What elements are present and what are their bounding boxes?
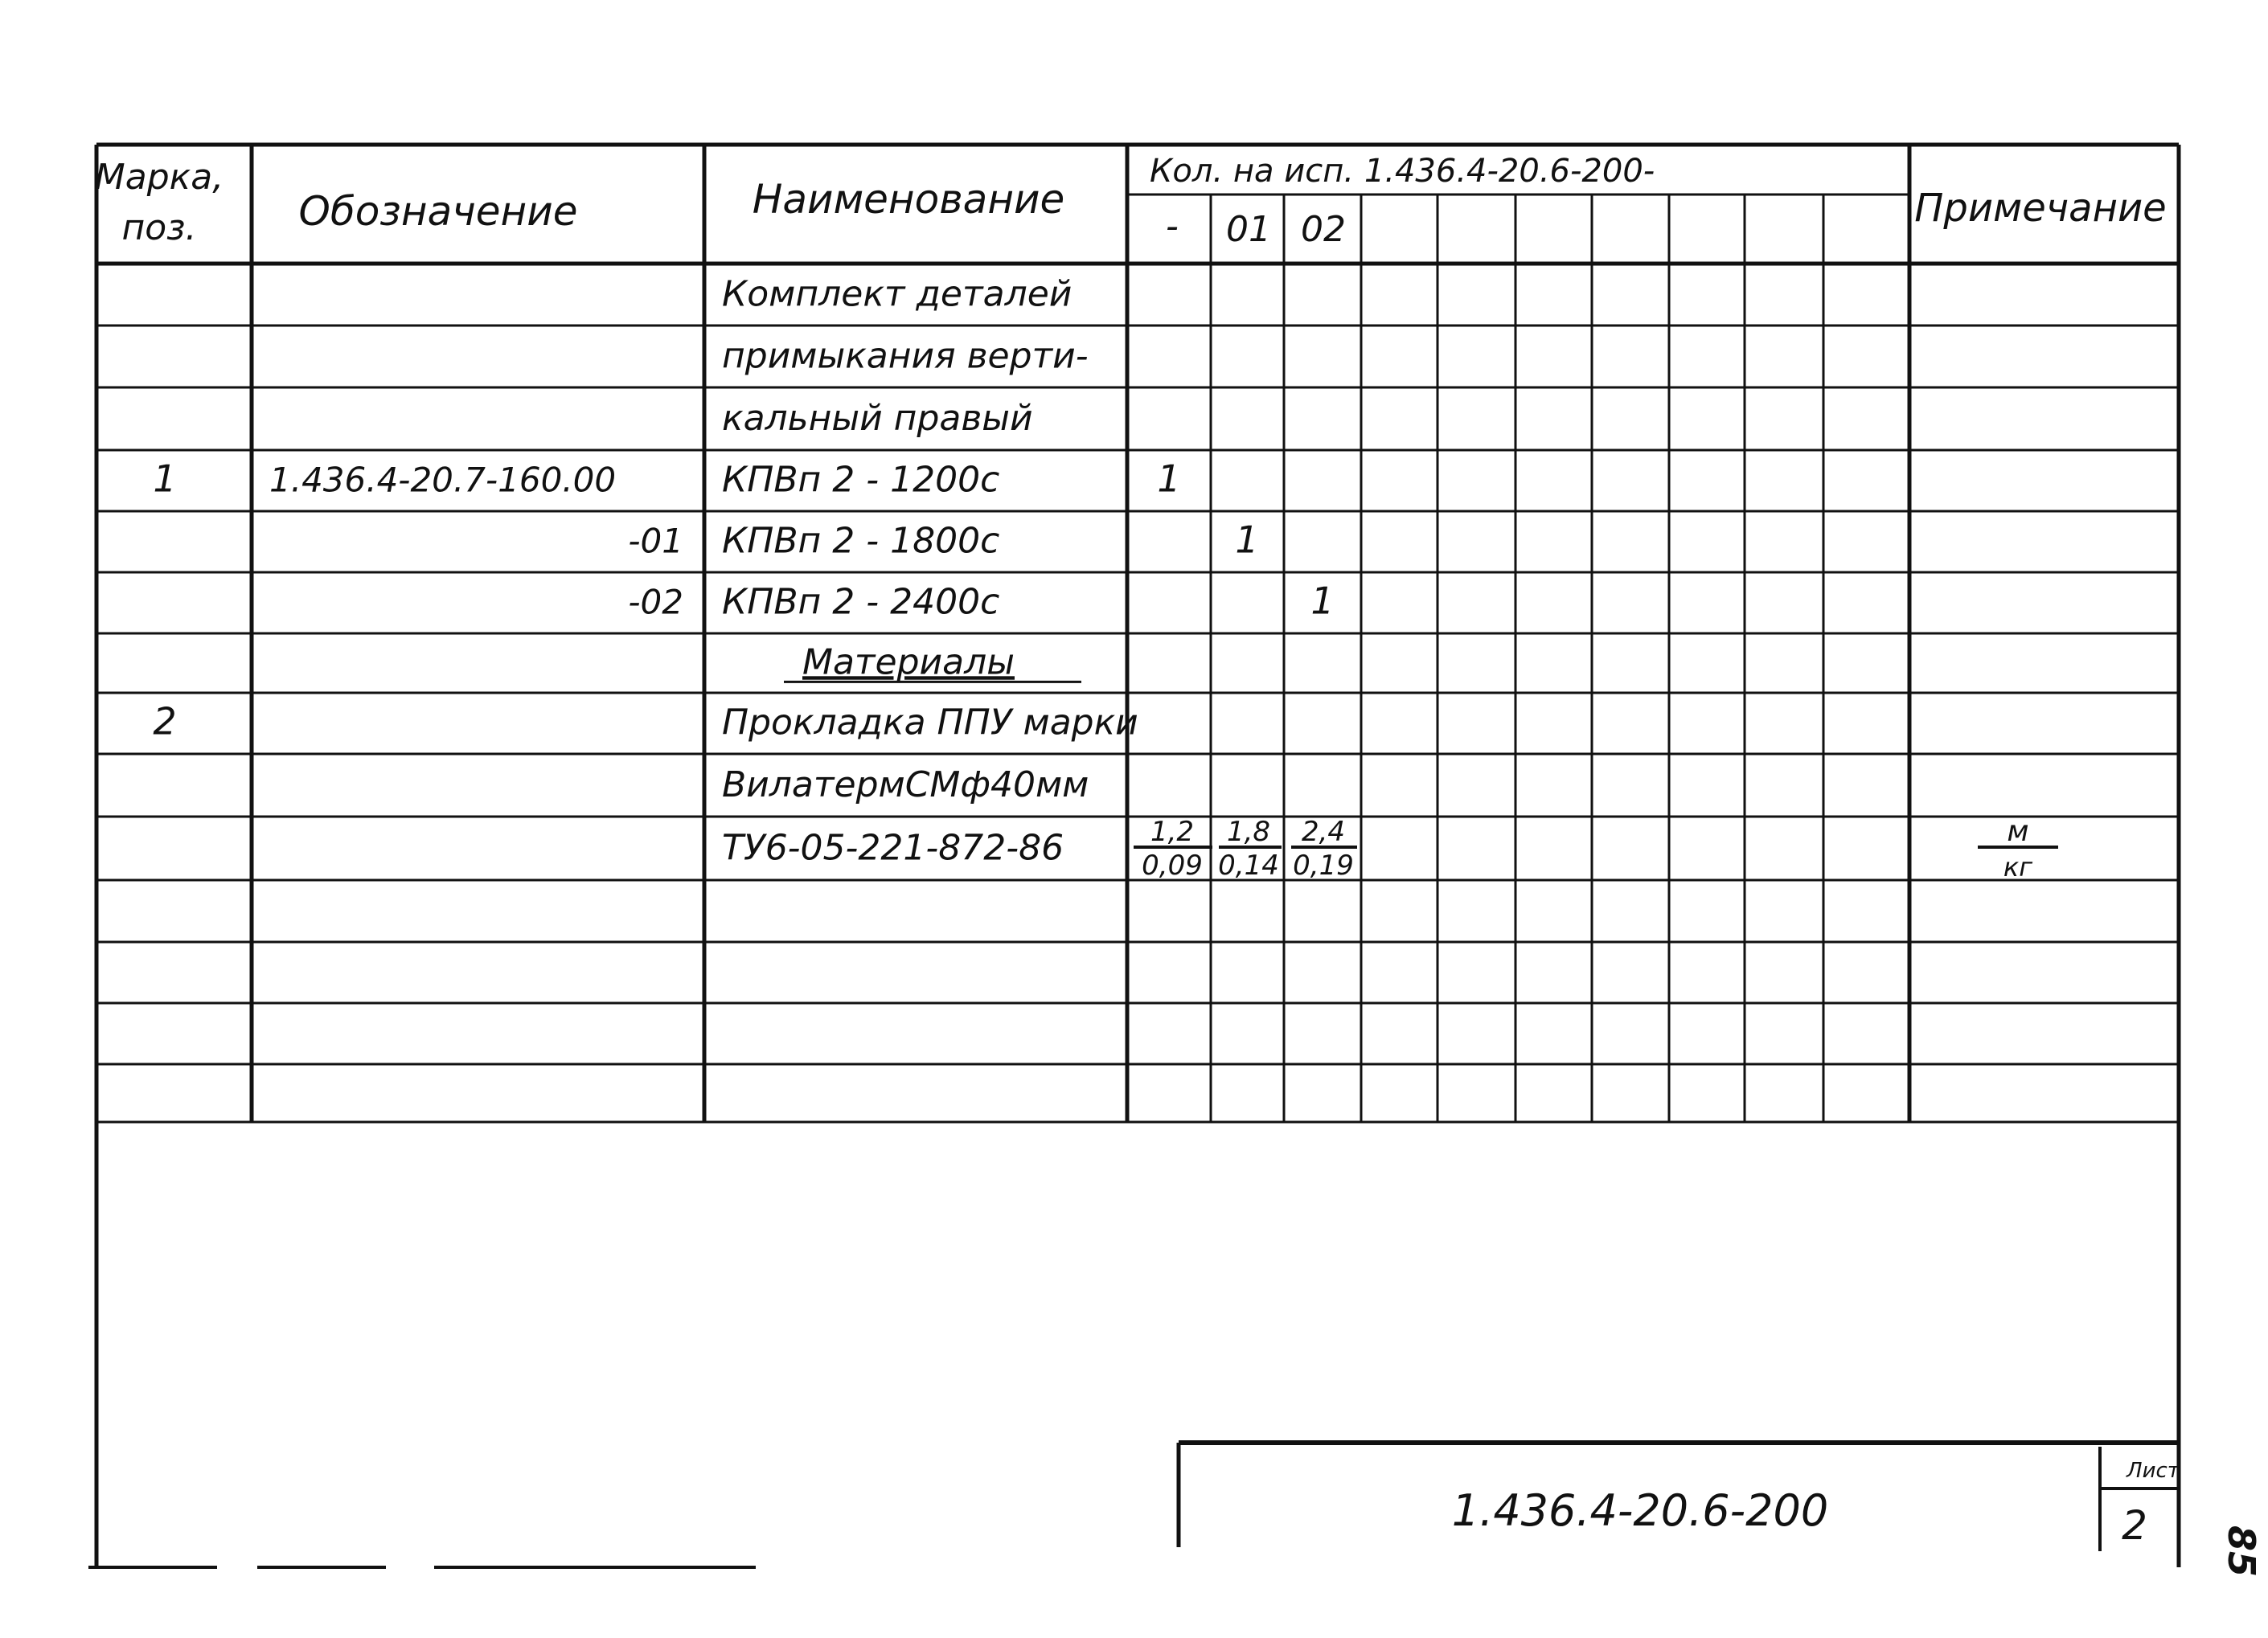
header-note: Примечание xyxy=(1914,186,2167,231)
sheet-label: Лист xyxy=(2127,1459,2180,1483)
row-name: КПВп 2 - 2400с xyxy=(722,581,1000,623)
row-qty-01: 1 xyxy=(1235,518,1259,562)
fraction-q3 xyxy=(1291,816,1357,882)
row-name: КПВп 2 - 1200с xyxy=(722,459,1000,501)
table-row xyxy=(153,457,1180,501)
fraction-q1-bottom: 0,09 xyxy=(1142,850,1203,882)
table-row xyxy=(722,273,1072,314)
fraction-q2-top: 1,8 xyxy=(1226,816,1271,848)
header-qty-title: Кол. на исп. 1.436.4-20.6-200- xyxy=(1150,153,1655,190)
fraction-note xyxy=(1978,815,2058,882)
table-row xyxy=(722,764,1089,805)
header-variant-01: 01 xyxy=(1226,209,1271,250)
table-row xyxy=(722,828,1064,869)
table-row xyxy=(722,335,1089,376)
row-name: кальный правый xyxy=(722,398,1033,440)
table-row xyxy=(784,641,1081,682)
row-name: Комплект деталей xyxy=(722,273,1072,315)
fraction-note-top: м xyxy=(2007,815,2029,848)
fraction-q2 xyxy=(1218,816,1282,882)
table-row xyxy=(628,579,1334,623)
table-row xyxy=(628,518,1258,562)
header-variant-dash: - xyxy=(1166,206,1179,247)
fraction-q2-bottom: 0,14 xyxy=(1218,850,1279,882)
table-header xyxy=(95,153,2167,250)
table-row xyxy=(153,700,1138,743)
title-block xyxy=(1452,1459,2263,1577)
side-page-mark: 85 xyxy=(2220,1525,2263,1578)
row-name: Прокладка ППУ марки xyxy=(722,702,1138,743)
row-name: ВилатермСМф40мм xyxy=(722,764,1089,806)
header-pos: поз. xyxy=(121,207,197,248)
row-name: КПВп 2 - 1800с xyxy=(722,520,1000,562)
fraction-cells xyxy=(1134,815,2058,882)
fraction-q1 xyxy=(1134,816,1212,882)
fraction-q1-top: 1,2 xyxy=(1150,816,1195,848)
header-mark: Марка, xyxy=(94,157,224,198)
row-designation: 1.436.4-20.7-160.00 xyxy=(269,460,617,500)
table-grid xyxy=(88,145,2179,1567)
row-mark: 1 xyxy=(153,457,177,501)
header-variant-02: 02 xyxy=(1301,209,1346,250)
row-qty-02: 1 xyxy=(1310,579,1335,623)
header-name: Наименование xyxy=(752,176,1065,223)
fraction-note-bottom: кг xyxy=(2003,852,2033,882)
row-name: примыкания верти- xyxy=(722,335,1089,377)
fraction-q3-top: 2,4 xyxy=(1301,816,1346,848)
fraction-q3-bottom: 0,19 xyxy=(1293,850,1354,882)
header-designation: Обозначение xyxy=(298,188,578,235)
row-name: Материалы xyxy=(802,641,1015,683)
row-qty-base: 1 xyxy=(1157,457,1181,501)
document-code: 1.436.4-20.6-200 xyxy=(1451,1485,1829,1536)
row-designation: -01 xyxy=(628,521,683,561)
row-mark: 2 xyxy=(153,699,177,743)
table-row xyxy=(722,398,1033,439)
sheet-number: 2 xyxy=(2122,1502,2147,1549)
row-name: ТУ6-05-221-872-86 xyxy=(722,827,1064,869)
row-designation: -02 xyxy=(628,582,683,622)
